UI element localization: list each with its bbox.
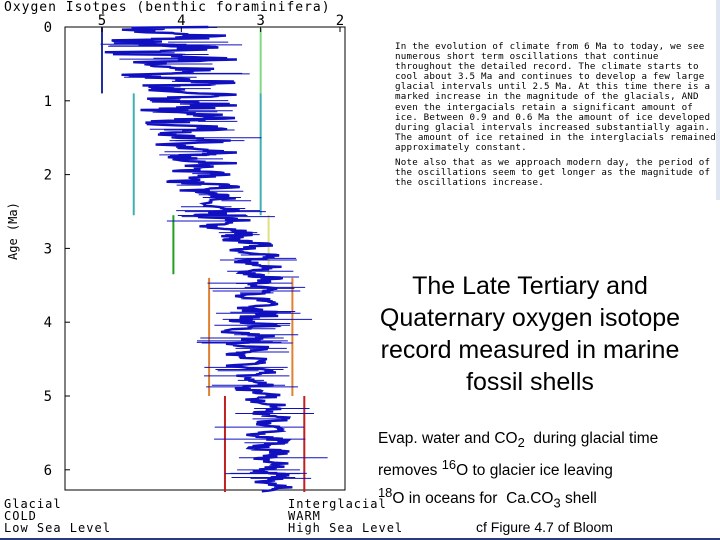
- caption-line-3: $^{18}$O in oceans for $Ca.CO_3$ shell: [378, 485, 597, 511]
- warm-label: WARM: [288, 509, 321, 523]
- chart-title: Oxygen Isotpes (benthic foraminifera): [4, 0, 331, 15]
- x-tick-label: 5: [97, 13, 107, 29]
- x-tick-label: 3: [256, 13, 265, 29]
- y-tick-label: 0: [43, 20, 52, 36]
- y-tick-label: 4: [43, 315, 52, 332]
- y-tick-label: 3: [43, 241, 52, 258]
- slide-title: The Late Tertiary and Quaternary oxygen isotope record measured in marine fossil shells: [379, 272, 681, 396]
- interglacial-label: Interglacial: [288, 497, 387, 511]
- x-tick-label: 4: [177, 13, 186, 29]
- y-axis-label: Age (Ma): [6, 202, 20, 260]
- caption-line-1: Evap. water and $CO_2$ during glacial time: [378, 430, 659, 451]
- y-tick-label: 6: [43, 462, 52, 479]
- note-paragraph-1: In the evolution of climate from 6 Ma to today, we see numerous short term oscillations that continue throughout the detailed record. The climate starts to cool about 3.5 Ma and continues to develop a few large glacial intervals until 2.5 Ma. At this time there is a marked increase in the magnitude of the glacials, AND even the intergacials retain a significant amount of ice. Between 0.9 and 0.6 Ma the amount of ice developed during glacial intervals increased substantially again. The amount of ice retained in the interglacials remained approximately constant.: [395, 41, 716, 153]
- note-paragraph-2: Note also that as we approach modern day, the period of the oscillations seem to get longer as the magnitude of the oscillations increase.: [395, 157, 711, 189]
- caption-line-2: removes $^{16}$O to glacier ice leaving: [378, 457, 613, 480]
- y-tick-label: 2: [43, 167, 52, 184]
- low-sea-level-label: Low Sea Level: [4, 521, 111, 535]
- caption: [378, 428, 718, 515]
- high-sea-level-label: High Sea Level: [288, 521, 404, 535]
- y-tick-label: 1: [43, 93, 52, 110]
- y-tick-label: 5: [43, 389, 52, 405]
- figure-credit: cf Figure 4.7 of Bloom: [476, 519, 613, 535]
- glacial-label: Glacial: [4, 497, 62, 511]
- climate-note: [395, 42, 717, 193]
- cold-label: COLD: [4, 509, 37, 523]
- x-tick-label: 2: [335, 13, 345, 29]
- glacial-legend: [4, 498, 111, 534]
